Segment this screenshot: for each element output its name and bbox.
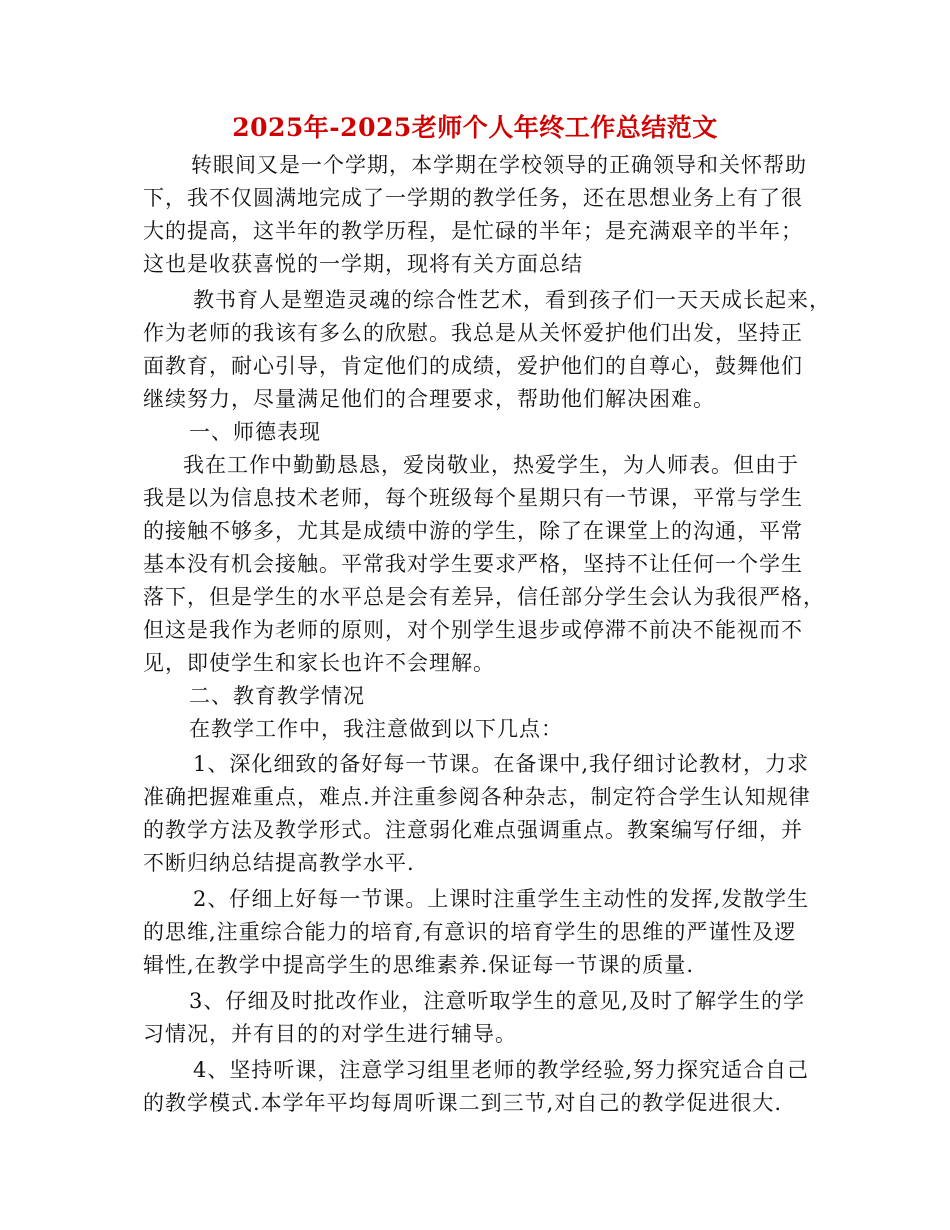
document-title: 2025年-2025老师个人年终工作总结范文: [232, 113, 718, 142]
paragraph-line: 面教育，耐心引导，肯定他们的成绩，爱护他们的自尊心，鼓舞他们: [143, 354, 803, 378]
paragraph-line: 见，即使学生和家长也许不会理解。: [143, 651, 495, 675]
section-heading: 一、师德表现: [189, 420, 321, 444]
paragraph-line: 但这是我作为老师的原则，对个别学生退步或停滞不前决不能视而不: [143, 618, 803, 642]
paragraph-line: 准确把握难重点，难点.并注重参阅各种杂志，制定符合学生认知规律: [143, 785, 811, 809]
paragraph-line: 继续努力，尽量满足他们的合理要求，帮助他们解决困难。: [143, 387, 715, 411]
paragraph-line: 4、坚持听课，注意学习组里老师的教学经验,努力探究适合自己: [193, 1058, 810, 1082]
paragraph-line: 3、仔细及时批改作业，注意听取学生的意见,及时了解学生的学: [189, 989, 806, 1013]
paragraph-line: 的思维,注重综合能力的培育,有意识的培育学生的思维的严谨性及逻: [143, 920, 797, 944]
paragraph-line: 习情况，并有目的的对学生进行辅导。: [143, 1022, 517, 1046]
paragraph-line: 下，我不仅圆满地完成了一学期的教学任务，还在思想业务上有了很: [143, 186, 803, 210]
paragraph-line: 我是以为信息技术老师，每个班级每个星期只有一节课，平常与学生: [143, 486, 803, 510]
section-heading: 二、教育教学情况: [189, 684, 365, 708]
paragraph-line: 辑性,在教学中提高学生的思维素养.保证每一节课的质量.: [143, 953, 695, 977]
paragraph-line: 不断归纳总结提高教学水平.: [143, 851, 415, 875]
paragraph-line: 在教学工作中，我注意做到以下几点：: [189, 717, 563, 741]
paragraph-line: 落下，但是学生的水平总是会有差异，信任部分学生会认为我很严格，: [143, 585, 825, 609]
paragraph-line: 的教学方法及教学形式。注意弱化难点强调重点。教案编写仔细，并: [143, 818, 803, 842]
paragraph-line: 的教学模式.本学年平均每周听课二到三节,对自己的教学促进很大.: [143, 1091, 783, 1115]
paragraph-line: 教书育人是塑造灵魂的综合性艺术，看到孩子们一天天成长起来，: [193, 288, 831, 312]
paragraph-line: 基本没有机会接触。平常我对学生要求严格，坚持不让任何一个学生: [143, 552, 803, 576]
paragraph-line: 我在工作中勤勤恳恳，爱岗敬业，热爱学生，为人师表。但由于: [183, 453, 799, 477]
paragraph-line: 2、仔细上好每一节课。上课时注重学生主动性的发挥,发散学生: [193, 887, 810, 911]
paragraph-line: 作为老师的我该有多么的欣慰。我总是从关怀爱护他们出发，坚持正: [143, 321, 803, 345]
paragraph-line: 转眼间又是一个学期，本学期在学校领导的正确领导和关怀帮助: [191, 153, 807, 177]
paragraph-line: 1、深化细致的备好每一节课。在备课中,我仔细讨论教材，力求: [193, 752, 810, 776]
paragraph-line: 大的提高，这半年的教学历程，是忙碌的半年；是充满艰辛的半年；: [143, 219, 803, 243]
paragraph-line: 的接触不够多，尤其是成绩中游的学生，除了在课堂上的沟通，平常: [143, 519, 803, 543]
paragraph-line: 这也是收获喜悦的一学期，现将有关方面总结: [143, 252, 583, 276]
